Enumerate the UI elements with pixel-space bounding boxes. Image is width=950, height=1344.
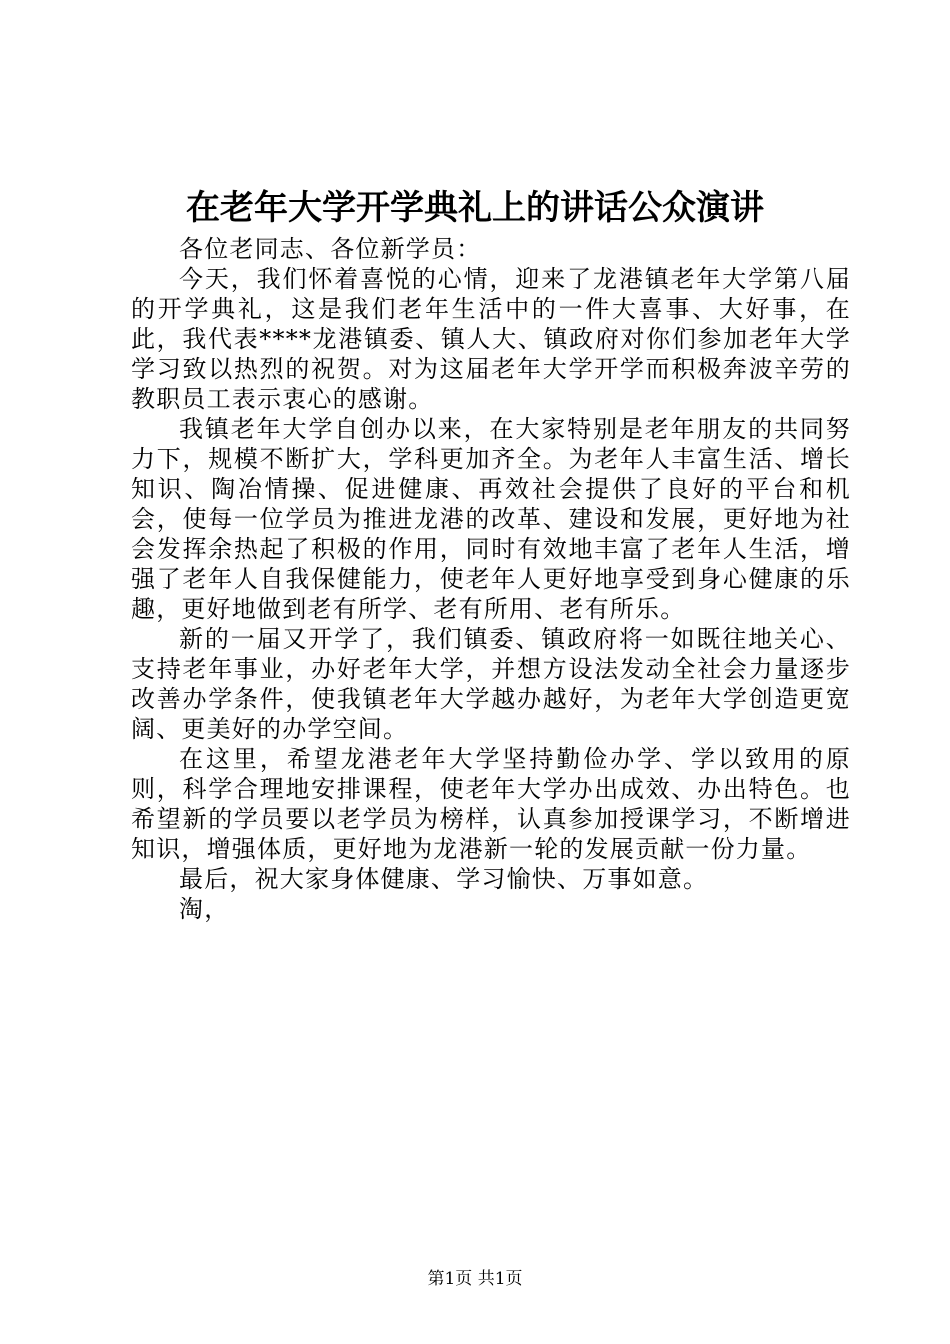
- trailing-paragraph: 淘，: [179, 895, 230, 923]
- achievements-paragraph: 我镇老年大学自创办以来，在大家特别是老年朋友的共同努力下，规模不断扩大，学科更加齐全。为老年人丰富生活、增长知识、陶冶情操、促进健康、再效社会提供了良好的平台和机会，使每一位学员为推进龙港的改革、建设和发展，更好地为社会发挥余热起了积极的作用，同时有效地丰富了老年人生活，增强了老年人自我保健能力，使老年人更好地享受到身心健康的乐趣，更好地做到老有所学、老有所用、老有所乐。: [131, 415, 851, 623]
- document-body: [131, 234, 851, 924]
- hopes-paragraph: 在这里，希望龙港老年大学坚持勤俭办学、学以致用的原则，科学合理地安排课程，使老年大学办出成效、办出特色。也希望新的学员要以老学员为榜样，认真参加授课学习，不断增进知识，增强体质，更好地为龙港新一轮的发展贡献一份力量。: [131, 745, 851, 863]
- page-footer: 第1页 共1页: [427, 1269, 523, 1289]
- commitment-paragraph: 新的一届又开学了，我们镇委、镇政府将一如既往地关心、支持老年事业，办好老年大学，并想方设法发动全社会力量逐步改善办学条件，使我镇老年大学越办越好，为老年大学创造更宽阔、更美好的办学空间。: [131, 625, 851, 743]
- closing-paragraph: 最后，祝大家身体健康、学习愉快、万事如意。: [179, 865, 709, 893]
- document-title: 在老年大学开学典礼上的讲话公众演讲: [186, 188, 764, 228]
- opening-paragraph: 今天，我们怀着喜悦的心情，迎来了龙港镇老年大学第八届的开学典礼，这是我们老年生活中的一件大喜事、大好事，在此，我代表****龙港镇委、镇人大、镇政府对你们参加老年大学学习致以热烈的祝贺。对为这届老年大学开学而积极奔波辛劳的教职员工表示衷心的感谢。: [131, 265, 851, 413]
- salutation-paragraph: 各位老同志、各位新学员：: [179, 235, 482, 263]
